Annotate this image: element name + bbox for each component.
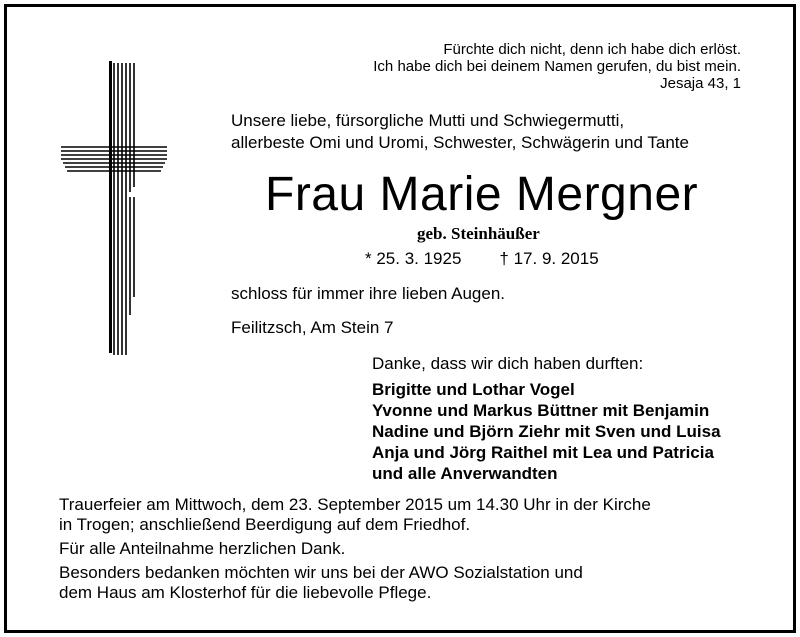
mourner-entry: Brigitte und Lothar Vogel (372, 380, 575, 399)
sympathy-thanks: Für alle Anteilnahme herzlichen Dank. (59, 539, 346, 558)
intro-text (231, 110, 689, 154)
mourner-entry: Nadine und Björn Ziehr mit Sven und Luisa (372, 422, 721, 441)
bible-verse (373, 41, 741, 92)
care-line-1: Besonders bedanken möchten wir uns bei der AWO Sozialstation und (59, 563, 583, 582)
funeral-line-1: Trauerfeier am Mittwoch, dem 23. September 2015 um 14.30 Uhr in der Kirche (59, 495, 651, 514)
life-dates (365, 249, 599, 269)
verse-reference: Jesaja 43, 1 (660, 75, 741, 92)
thanks-line: Danke, dass wir dich haben durften: (372, 354, 644, 373)
mourners-list (372, 379, 721, 484)
verse-line-2: Ich habe dich bei deinem Namen gerufen, du bist mein. (373, 58, 741, 75)
funeral-info (59, 495, 651, 535)
intro-line-1: Unsere liebe, fürsorgliche Mutti und Schwiegermutti, (231, 111, 625, 130)
death-date: † 17. 9. 2015 (499, 249, 599, 268)
verse-line-1: Fürchte dich nicht, denn ich habe dich erlöst. (443, 41, 741, 58)
closing-line: schloss für immer ihre lieben Augen. (231, 284, 506, 303)
care-line-2: dem Haus am Klosterhof für die liebevolle Pflege. (59, 583, 432, 602)
birth-date: * 25. 3. 1925 (365, 249, 462, 268)
maiden-name: geb. Steinhäußer (417, 224, 540, 243)
intro-line-2: allerbeste Omi und Uromi, Schwester, Schwägerin und Tante (231, 133, 689, 152)
mourner-entry: und alle Anverwandten (372, 464, 558, 483)
obituary-notice (4, 4, 796, 633)
mourner-entry: Anja und Jörg Raithel mit Lea und Patricia (372, 443, 714, 462)
cross-icon (57, 57, 167, 357)
mourner-entry: Yvonne und Markus Büttner mit Benjamin (372, 401, 710, 420)
funeral-line-2: in Trogen; anschließend Beerdigung auf dem Friedhof. (59, 515, 471, 534)
address: Feilitzsch, Am Stein 7 (231, 318, 394, 337)
care-thanks (59, 563, 583, 603)
deceased-name: Frau Marie Mergner (265, 168, 699, 221)
